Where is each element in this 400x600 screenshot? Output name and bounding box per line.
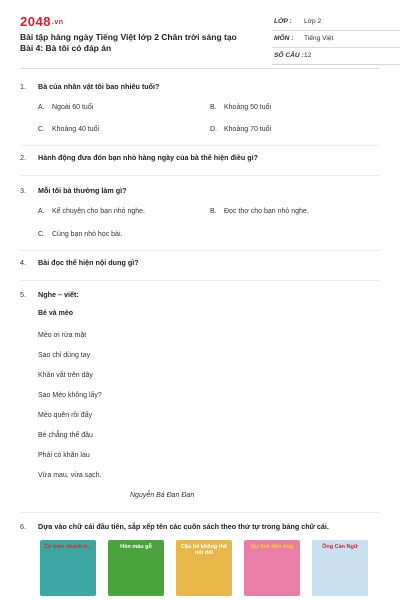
header <box>20 14 380 62</box>
poem-title: Bé và mèo <box>38 310 74 317</box>
option-1b[interactable]: B. Khoảng 50 tuổi <box>210 104 272 111</box>
poem-line: Mèo ơi rửa mặt <box>38 332 87 339</box>
option-1d[interactable]: D. Khoảng 70 tuổi <box>210 126 272 133</box>
question-separator <box>20 250 380 251</box>
site-logo[interactable]: 2048.vn <box>20 14 64 29</box>
book-covers <box>40 540 358 596</box>
worksheet-page: 2048.vn Bài tập hàng ngày Tiếng Việt lớp 2 Chân trời sáng tạo Bài 4: Bà tôi có đáp án LỚP : Lớp 2 MÔN : Tiếng Việt SỐ CÂU : 12 1. Bà của nhân vật tôi bao nhiêu tuổi? A. Ngoài 60 tuổi B. Khoảng 50 tuổi C. Khoảng 40 tuổi D. Khoảng 70 tuổi 2. Hành động đưa đón bạn nhỏ hàng ngày của bà thể hiện điều gì? 3. Mỗi tối bà thường làm gì? A. Kể chuyện cho bạn nhỏ nghe. B. Đọc thơ cho bạn nhỏ nghe. C. Cùng bạn nhỏ học bài. 4. Bài đọc thể hiện nội dung gì? 5. Nghe – viết: Bé và mèo Mèo ơi rửa mặt Sao chỉ dùng tay Khăn vắt trên dây Sao Mèo không lấy? Mèo quên rồi đấy Bé chẳng thể đâu Phải có khăn lau Vừa mau, vừa sạch. Nguyễn Bá Đan Đan 6. Dựa vào chữ cái đầu tiên, sắp xếp tên các cuốn sách theo thứ tự trong bảng chữ cái. Cô mèo nhanh tr... Hồn màu gỗ Cậu bé không thể nói dối Sự tích tiên ông Ông Cần Ngữ <box>0 0 400 600</box>
poem-line: Mèo quên rồi đấy <box>38 412 93 419</box>
book-cover: Hồn màu gỗ <box>108 540 164 596</box>
meta-table <box>272 14 400 65</box>
book-cover: Sự tích tiên ông <box>244 540 300 596</box>
poem-line: Khăn vắt trên dây <box>38 372 93 379</box>
book-cover: Ông Cần Ngữ <box>312 540 368 596</box>
question-separator <box>20 145 380 146</box>
option-1c[interactable]: C. Khoảng 40 tuổi <box>38 126 100 133</box>
poem-line: Sao chỉ dùng tay <box>38 352 91 359</box>
option-3a[interactable]: A. Kể chuyện cho bạn nhỏ nghe. <box>38 208 146 215</box>
option-1a[interactable]: A. Ngoài 60 tuổi <box>38 104 94 111</box>
meta-row-subject: MÔN : Tiếng Việt <box>272 31 400 48</box>
book-cover: Cậu bé không thể nói dối <box>176 540 232 596</box>
question-separator <box>20 280 380 281</box>
poem-author: Nguyễn Bá Đan Đan <box>130 492 195 499</box>
poem-line: Bé chẳng thể đâu <box>38 432 93 439</box>
question-separator <box>20 512 380 513</box>
question-separator <box>20 175 380 176</box>
poem-line: Phải có khăn lau <box>38 452 90 459</box>
option-3c[interactable]: C. Cùng bạn nhỏ học bài. <box>38 231 123 238</box>
book-cover: Cô mèo nhanh tr... <box>40 540 96 596</box>
poem-line: Vừa mau, vừa sạch. <box>38 472 102 479</box>
option-3b[interactable]: B. Đọc thơ cho bạn nhỏ nghe. <box>210 208 309 215</box>
poem-line: Sao Mèo không lấy? <box>38 392 102 399</box>
document-title: Bài tập hàng ngày Tiếng Việt lớp 2 Chân trời sáng tạo Bài 4: Bà tôi có đáp án <box>20 32 237 53</box>
meta-row-count: SỐ CÂU : 12 <box>272 48 400 65</box>
meta-row-grade: LỚP : Lớp 2 <box>272 14 400 31</box>
header-divider <box>20 68 380 69</box>
